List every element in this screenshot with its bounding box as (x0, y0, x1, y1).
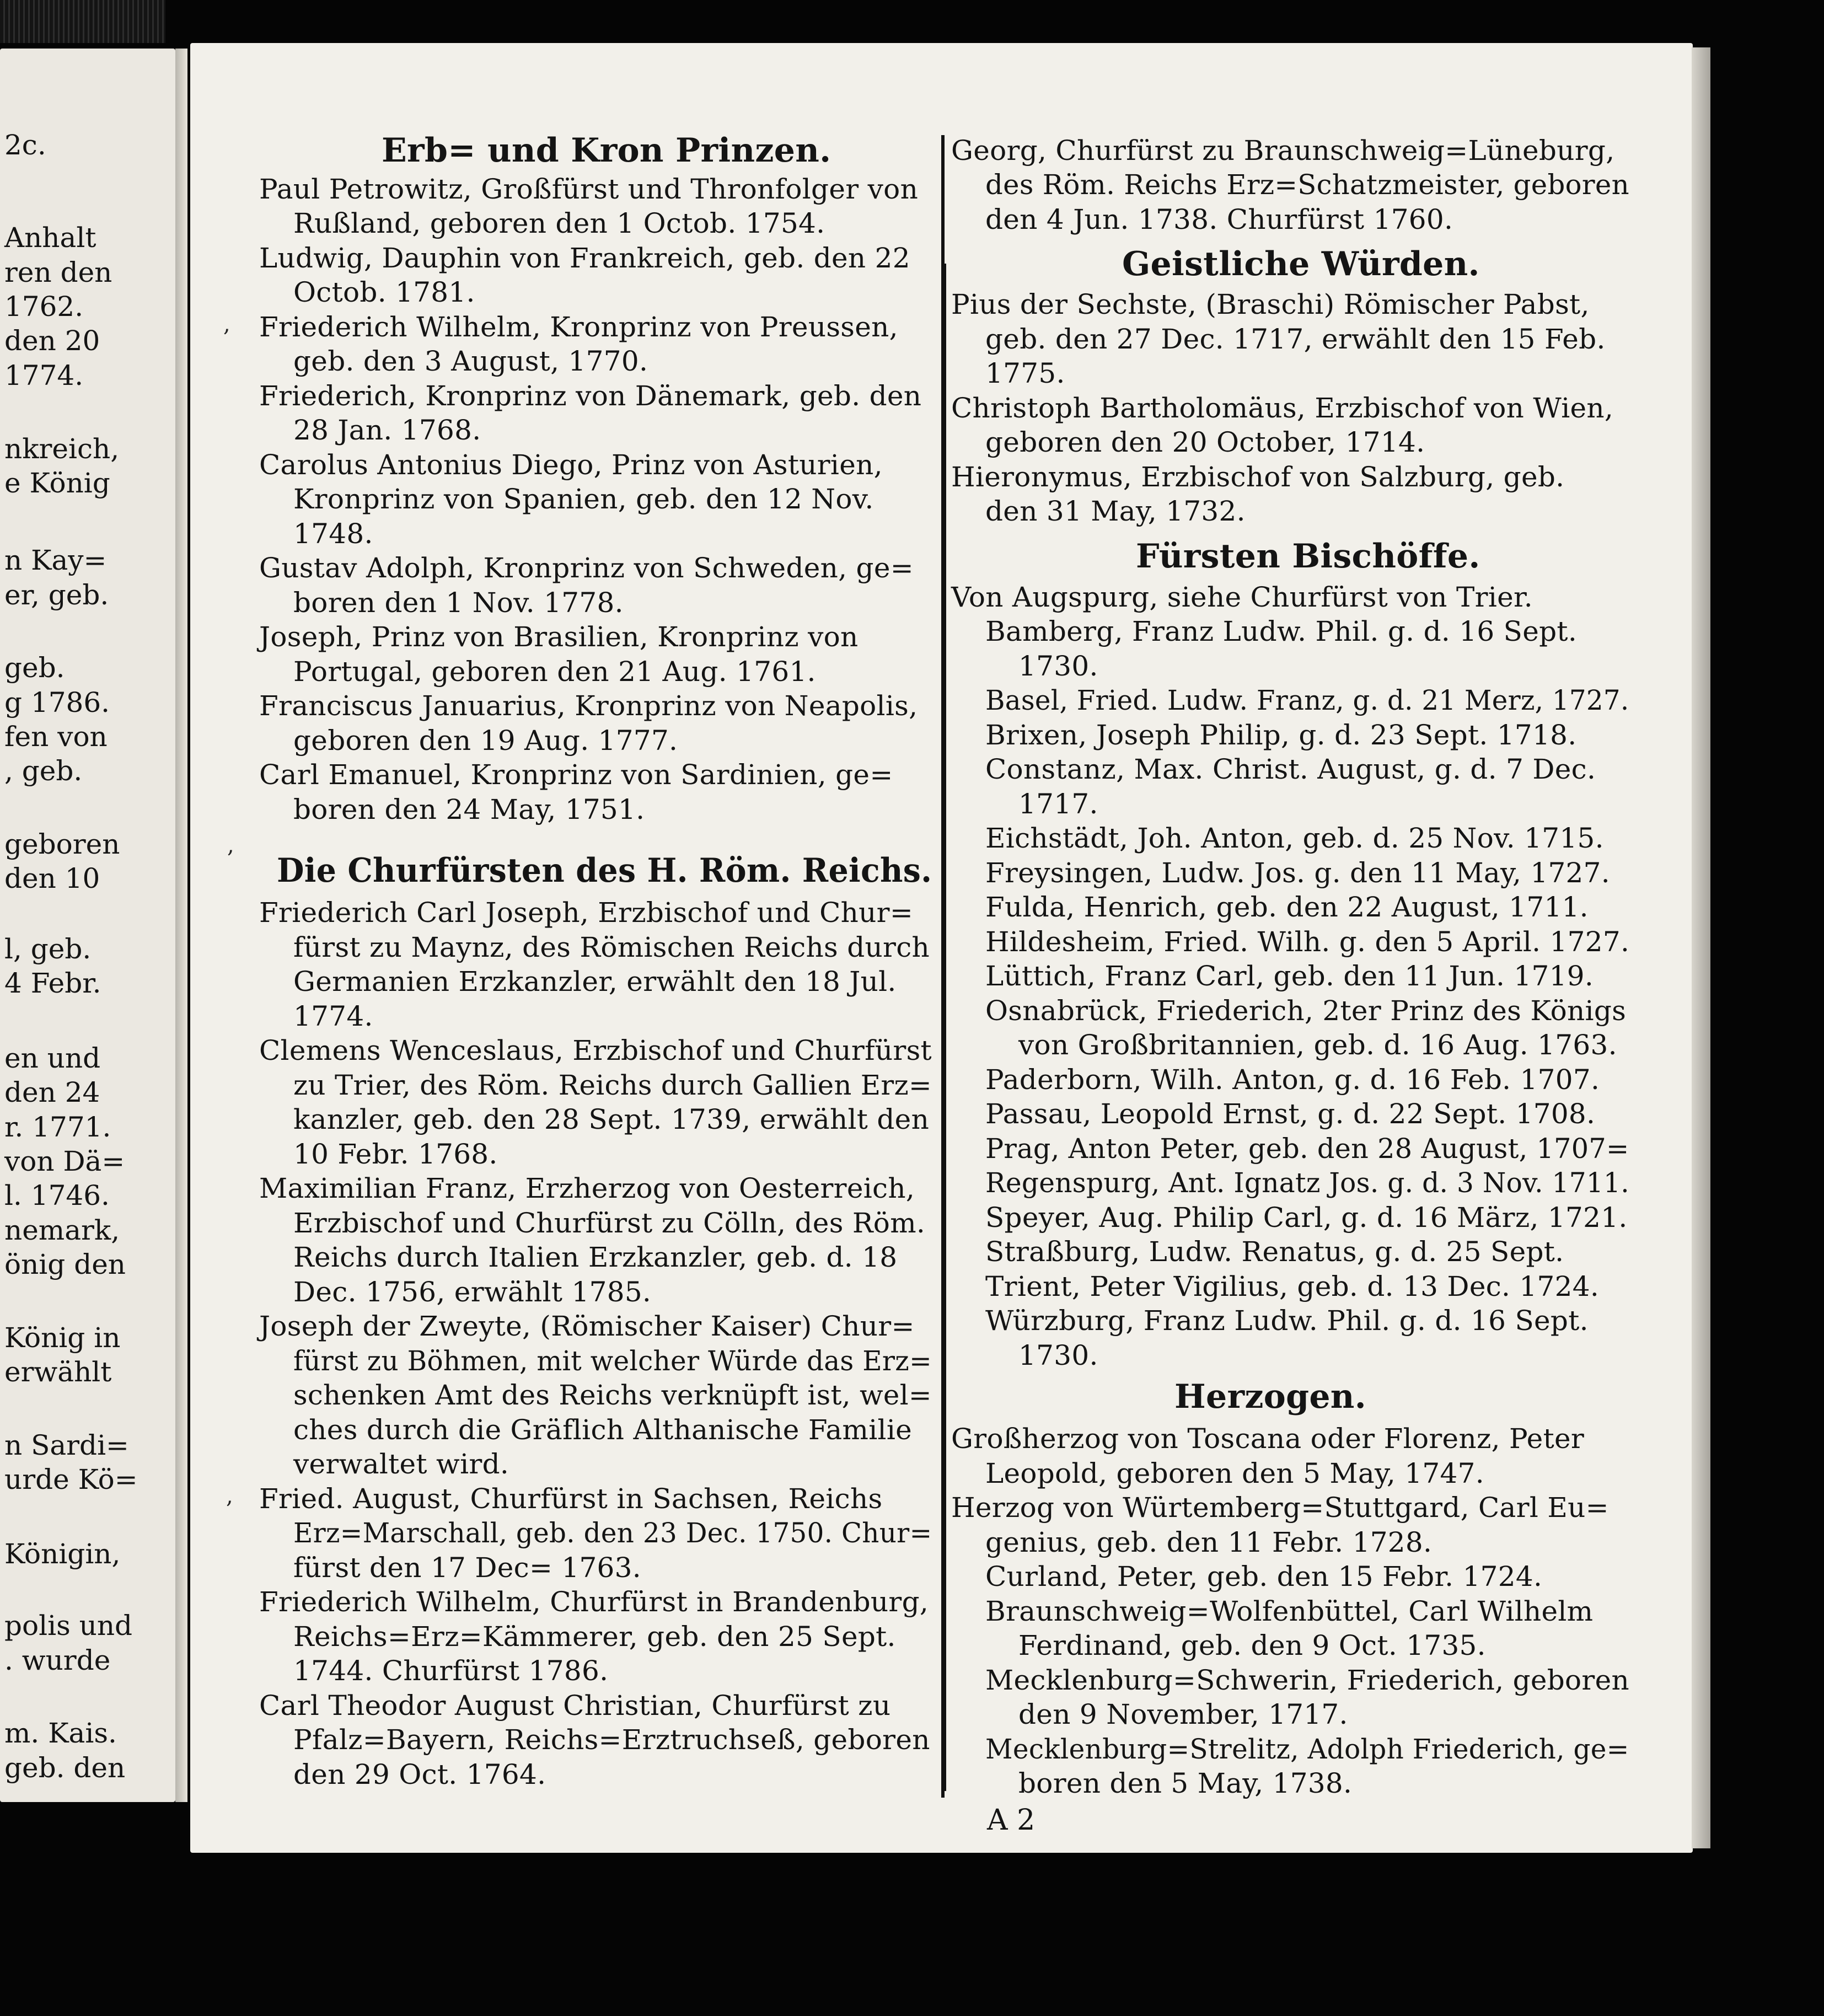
entry-line: Friederich Wilhelm, Churfürst in Brandenburg, (259, 1586, 929, 1618)
left-page-fragment: fen von (4, 721, 108, 753)
left-page-fragment: 1762. (4, 291, 84, 323)
left-page-fragment: von Dä= (4, 1145, 125, 1177)
entry-line: Octob. 1781. (293, 276, 475, 308)
entry-line: Passau, Leopold Ernst, g. d. 22 Sept. 1708. (985, 1098, 1596, 1130)
left-page-fragment: den 24 (4, 1076, 100, 1108)
entry-line: Pfalz=Bayern, Reichs=Erztruchseß, geboren (293, 1724, 930, 1756)
entry-line: Prag, Anton Peter, geb. den 28 August, 1707= (985, 1133, 1629, 1165)
entry-line: 1748. (293, 518, 373, 550)
entry-line: ches durch die Gräflich Althanische Familie (293, 1414, 913, 1446)
entry-line: Kronprinz von Spanien, geb. den 12 Nov. (293, 483, 874, 515)
left-page-fragment: g 1786. (4, 687, 110, 719)
entry-line: 28 Jan. 1768. (293, 414, 481, 446)
entry-line: den 29 Oct. 1764. (293, 1758, 546, 1790)
section-heading: Herzogen. (1174, 1377, 1366, 1416)
entry-line: boren den 1 Nov. 1778. (293, 587, 624, 619)
entry-line: zu Trier, des Röm. Reichs durch Gallien Erz= (293, 1069, 932, 1101)
entry-line: Speyer, Aug. Philip Carl, g. d. 16 März, 1721. (985, 1202, 1628, 1234)
entry-line: Christoph Bartholomäus, Erzbischof von Wien, (951, 392, 1614, 424)
left-page-fragment: geboren (4, 828, 120, 860)
left-page-fragment: en und (4, 1042, 101, 1074)
entry-line: 1774. (293, 1000, 373, 1032)
left-page-fragment: polis und (4, 1610, 133, 1642)
entry-line: Paderborn, Wilh. Anton, g. d. 16 Feb. 1707. (985, 1064, 1600, 1096)
left-page-fragment: r. 1771. (4, 1111, 111, 1143)
entry-line: Eichstädt, Joh. Anton, geb. d. 25 Nov. 1715. (985, 822, 1604, 854)
entry-line: Brixen, Joseph Philip, g. d. 23 Sept. 1718. (985, 719, 1577, 751)
entry-line: Pius der Sechste, (Braschi) Römischer Pabst, (951, 288, 1590, 320)
entry-line: Constanz, Max. Christ. August, g. d. 7 Dec. (985, 753, 1596, 785)
left-page-fragment: önig den (4, 1248, 126, 1280)
entry-line: Osnabrück, Friederich, 2ter Prinz des Königs (985, 995, 1627, 1027)
left-page-fragment: urde Kö= (4, 1463, 138, 1495)
entry-line: Friederich Wilhelm, Kronprinz von Preussen, (259, 311, 898, 343)
left-page-fragment: 4 Febr. (4, 967, 101, 999)
entry-line: fürst zu Böhmen, mit welcher Würde das Erz= (293, 1345, 932, 1377)
left-page-fragment: 1774. (4, 360, 84, 392)
entry-line: Regenspurg, Ant. Ignatz Jos. g. d. 3 Nov. 1711. (985, 1167, 1629, 1199)
entry-line: 1744. Churfürst 1786. (293, 1655, 609, 1687)
column-divider-rule-inner (944, 264, 946, 1791)
left-page-fragment: n Kay= (4, 544, 107, 576)
entry-line: Carl Theodor August Christian, Churfürst zu (259, 1690, 891, 1722)
entry-line: boren den 24 May, 1751. (293, 793, 645, 825)
entry-line: Dec. 1756, erwählt 1785. (293, 1276, 652, 1308)
entry-line: Joseph der Zweyte, (Römischer Kaiser) Chur= (259, 1310, 915, 1342)
entry-line: Fulda, Henrich, geb. den 22 August, 1711. (985, 891, 1589, 923)
entry-line: Rußland, geboren den 1 Octob. 1754. (293, 207, 825, 239)
entry-line: verwaltet wird. (293, 1448, 509, 1480)
entry-line: Straßburg, Ludw. Renatus, g. d. 25 Sept. (985, 1236, 1564, 1268)
entry-line: Würzburg, Franz Ludw. Phil. g. d. 16 Sept. (985, 1305, 1589, 1337)
entry-line: Friederich Carl Joseph, Erzbischof und Chur= (259, 897, 914, 929)
entry-line: boren den 5 May, 1738. (1018, 1767, 1353, 1799)
left-page-fragment: e König (4, 467, 110, 499)
entry-line: Trient, Peter Vigilius, geb. d. 13 Dec. 1724. (985, 1270, 1600, 1302)
entry-line: Braunschweig=Wolfenbüttel, Carl Wilhelm (985, 1595, 1594, 1627)
entry-line: Fried. August, Churfürst in Sachsen, Reichs (259, 1483, 883, 1515)
entry-line: Gustav Adolph, Kronprinz von Schweden, ge= (259, 552, 914, 584)
entry-line: Ferdinand, geb. den 9 Oct. 1735. (1018, 1629, 1486, 1661)
left-page-fragment: erwählt (4, 1356, 112, 1388)
left-page-fragment: n Sardi= (4, 1429, 129, 1461)
left-page-fragment: König in (4, 1322, 121, 1354)
entry-line: Mecklenburg=Schwerin, Friederich, geboren (985, 1664, 1629, 1696)
entry-line: Maximilian Franz, Erzherzog von Oesterreich, (259, 1172, 915, 1204)
entry-line: genius, geb. den 11 Febr. 1728. (985, 1526, 1433, 1558)
entry-line: geboren den 19 Aug. 1777. (293, 725, 678, 757)
entry-line: Paul Petrowitz, Großfürst und Thronfolger von (259, 173, 919, 205)
entry-line: fürst den 17 Dec= 1763. (293, 1552, 641, 1584)
entry-line: Großherzog von Toscana oder Florenz, Peter (951, 1423, 1585, 1455)
entry-line: Ludwig, Dauphin von Frankreich, geb. den 22 (259, 242, 910, 274)
margin-mark: , (226, 1483, 233, 1509)
entry-line: Georg, Churfürst zu Braunschweig=Lüneburg, (951, 135, 1615, 167)
entry-line: Clemens Wenceslaus, Erzbischof und Churfürst (259, 1034, 932, 1066)
entry-line: Curland, Peter, geb. den 15 Febr. 1724. (985, 1561, 1543, 1593)
left-page-fragment: den 10 (4, 862, 100, 894)
left-page-fragment: geb. den (4, 1752, 126, 1784)
entry-line: Erz=Marschall, geb. den 23 Dec. 1750. Chur= (293, 1517, 932, 1549)
entry-line: Reichs=Erz=Kämmerer, geb. den 25 Sept. (293, 1621, 896, 1653)
left-page-fragment: l. 1746. (4, 1179, 110, 1211)
left-page-fragment: . wurde (4, 1644, 111, 1676)
entry-line: Friederich, Kronprinz von Dänemark, geb. den (259, 380, 922, 412)
section-heading: Die Churfürsten des H. Röm. Reichs. (277, 851, 932, 890)
entry-line: Portugal, geboren den 21 Aug. 1761. (293, 656, 816, 688)
entry-line: Hildesheim, Fried. Wilh. g. den 5 April. 1727. (985, 926, 1630, 958)
margin-mark: , (223, 312, 230, 337)
entry-line: Bamberg, Franz Ludw. Phil. g. d. 16 Sept. (985, 615, 1578, 647)
entry-line: den 31 May, 1732. (985, 495, 1246, 527)
entry-line: 1730. (1018, 650, 1098, 682)
left-page-fragment: ren den (4, 256, 112, 288)
entry-line: 10 Febr. 1768. (293, 1138, 498, 1170)
left-page-fragment: , geb. (4, 755, 83, 787)
left-page-fragment: 2c. (4, 129, 46, 161)
entry-line: Von Augspurg, siehe Churfürst von Trier. (951, 581, 1533, 613)
entry-line: 1730. (1018, 1339, 1098, 1371)
left-page-fragment: l, geb. (4, 933, 92, 965)
left-page-fragment: Königin, (4, 1538, 121, 1570)
entry-line: Lüttich, Franz Carl, geb. den 11 Jun. 1719. (985, 960, 1594, 992)
entry-line: geb. den 3 August, 1770. (293, 345, 648, 377)
entry-line: schenken Amt des Reichs verknüpft ist, wel= (293, 1379, 932, 1411)
entry-line: Carl Emanuel, Kronprinz von Sardinien, ge= (259, 759, 893, 791)
left-page-fragment: er, geb. (4, 579, 109, 611)
entry-line: Germanien Erzkanzler, erwählt den 18 Jul. (293, 966, 897, 998)
left-page-fragment: geb. (4, 652, 65, 684)
margin-mark: , (227, 833, 234, 858)
section-heading: Fürsten Bischöffe. (1136, 537, 1480, 576)
left-page-fragment: nemark, (4, 1214, 120, 1246)
entry-line: Herzog von Würtemberg=Stuttgard, Carl Eu= (951, 1492, 1609, 1524)
page-signature: A 2 (987, 1804, 1036, 1837)
entry-line: Hieronymus, Erzbischof von Salzburg, geb. (951, 461, 1565, 493)
entry-line: den 9 November, 1717. (1018, 1698, 1348, 1730)
entry-line: geboren den 20 October, 1714. (985, 426, 1425, 458)
entry-line: von Großbritannien, geb. d. 16 Aug. 1763. (1018, 1029, 1617, 1061)
left-page-fragment: den 20 (4, 325, 100, 357)
entry-line: Freysingen, Ludw. Jos. g. den 11 May, 1727. (985, 857, 1610, 889)
left-page-fragment: nkreich, (4, 433, 120, 465)
entry-line: Reichs durch Italien Erzkanzler, geb. d. 18 (293, 1241, 898, 1273)
entry-line: kanzler, geb. den 28 Sept. 1739, erwählt den (293, 1103, 930, 1135)
entry-line: den 4 Jun. 1738. Churfürst 1760. (985, 203, 1453, 235)
entry-line: fürst zu Maynz, des Römischen Reichs durch (293, 931, 930, 963)
section-heading: Geistliche Würden. (1122, 245, 1480, 283)
entry-line: 1775. (985, 357, 1065, 389)
section-heading: Erb= und Kron Prinzen. (382, 131, 831, 170)
entry-line: 1717. (1018, 788, 1098, 820)
entry-line: Mecklenburg=Strelitz, Adolph Friederich, ge= (985, 1733, 1629, 1765)
entry-line: Joseph, Prinz von Brasilien, Kronprinz von (259, 621, 859, 653)
entry-line: Leopold, geboren den 5 May, 1747. (985, 1457, 1484, 1489)
entry-line: geb. den 27 Dec. 1717, erwählt den 15 Feb. (985, 323, 1606, 355)
entry-line: Carolus Antonius Diego, Prinz von Asturien, (259, 449, 883, 481)
entry-line: Franciscus Januarius, Kronprinz von Neapolis, (259, 690, 918, 722)
entry-line: Basel, Fried. Ludw. Franz, g. d. 21 Merz, 1727. (985, 684, 1629, 716)
left-page-fragment: Anhalt (4, 222, 96, 254)
left-page-fragment: m. Kais. (4, 1717, 117, 1749)
entry-line: Erzbischof und Churfürst zu Cölln, des Röm. (293, 1207, 926, 1239)
entry-line: des Röm. Reichs Erz=Schatzmeister, geboren (985, 169, 1629, 201)
